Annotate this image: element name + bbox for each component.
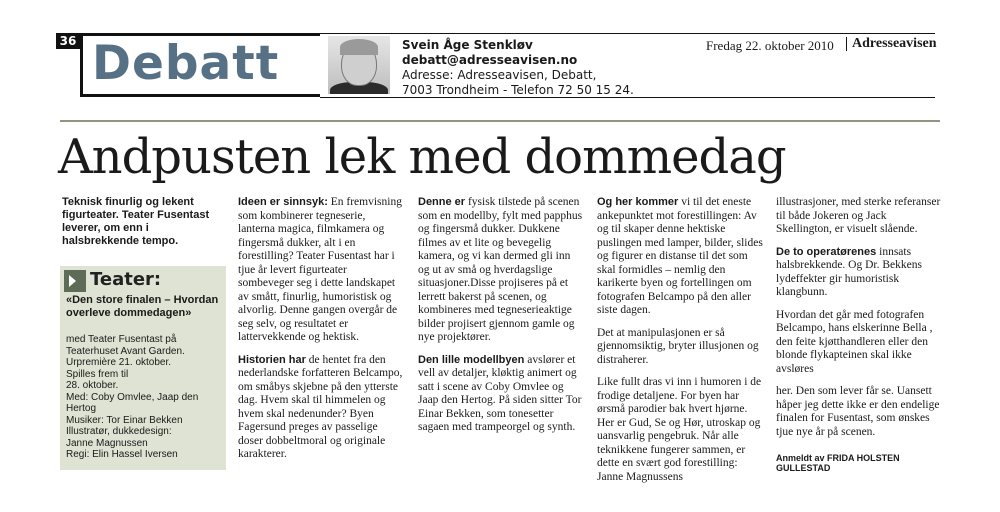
paragraph: Det at manipulasjonen er så gjennomsiktig, bryter illusjonen og distraherer. xyxy=(597,326,759,366)
paragraph xyxy=(597,196,763,318)
article-rule xyxy=(60,120,940,122)
lead-text: Teknisk finurlig og lekent figurteater. Teater Fusentast leverer, om enn i halsbrekkende tempo. xyxy=(62,196,210,247)
paragraph-text: En fremvisning som kombinerer tegneserie, lanterna magica, filmkamera og fingersmå dukker, alt i en forestilling? Teater Fusentast har i tjue år levert figurteater sombeveger seg i dette landskapet av smått, finurlig, humoristisk og alvorlig. Denne gangen overgår de seg selv, og resultatet er lattervekkende og hektisk. xyxy=(238,196,402,343)
paragraph-lead: Den lille modellbyen xyxy=(418,353,525,366)
paragraph xyxy=(776,246,942,300)
fact-box-info xyxy=(66,334,222,461)
paragraph: Like fullt dras vi inn i humoren i de frodige detaljene. For byen har ørsmå parodier bak hvert hjørne. Her er Gud, Se og Hør, utroskap og uansvarlig pengebruk. Når alle teknikkene fungerer sammen, er dette en svært god forestilling: Janne Magnussens xyxy=(597,376,762,483)
paragraph-lead: Og her kommer xyxy=(597,196,679,208)
fact-box-title: Teater: xyxy=(90,269,162,290)
header-divider xyxy=(846,37,847,51)
author-block xyxy=(402,38,634,98)
section-title: Debatt xyxy=(92,36,280,91)
author-portrait xyxy=(328,36,390,94)
column-1 xyxy=(238,196,404,471)
paragraph-text: fysisk tilstede på scenen som en modellby, fylt med papphus og fingersmå dukker. Dukkene filmes av et lite og bevegelig kamera, og vi kan dermed gli inn og ut av små og hverdagslige situasjoner.Disse projiseres på et lerrett bakerst på scenen, og kombineres med tegneserieaktige bilder projisert gjennom gamle og nye projektører. xyxy=(418,196,583,343)
paragraph-text: innsats halsbrekkende. Og Dr. Bekkens lydeffekter gir humoristisk klangbunn. xyxy=(776,245,922,298)
paragraph-lead: Historien har xyxy=(238,353,306,366)
paragraph-text: de hentet fra den nederlandske forfatteren Belcampo, om småbys skjebne på den ytterste dag. Hvem skal til himmelen og hvem skal nedenunder? Byen Fagersund preges av passelige doser dobbeltmoral og originale karakterer. xyxy=(238,353,403,460)
fact-line: med Teater Fusentast på Teaterhuset Avant Garden. xyxy=(66,334,185,357)
issue-date: Fredag 22. oktober 2010 xyxy=(706,38,834,53)
fact-line: Janne Magnussen xyxy=(66,437,148,449)
paragraph-lead: Denne er xyxy=(418,196,466,208)
paragraph xyxy=(238,196,404,345)
fact-line: Med: Coby Omvlee, Jaap den Hertog xyxy=(66,391,199,414)
paragraph-lead: De to operatørenes xyxy=(776,245,877,258)
address-line-1: Adresse: Adresseavisen, Debatt, xyxy=(402,68,597,82)
header-top-line xyxy=(320,33,935,34)
column-2 xyxy=(418,196,584,444)
newspaper-name: Adresseavisen xyxy=(852,36,937,51)
paragraph: her. Den som lever får se. Uansett håper jeg dette ikke er den endelige finalen for Fusentast, som ønskes tjue nye år på scenen. xyxy=(776,385,940,438)
paragraph xyxy=(238,354,404,462)
play-triangle-icon xyxy=(64,270,86,292)
paragraph: Hvordan det går med fotografen Belcampo, hans elskerinne Bella , den feite kjøtthandleren eller den blonde flykapteinen skal ikke avsløres xyxy=(776,308,933,375)
paragraph xyxy=(418,354,584,435)
fact-line: Musiker: Tor Einar Bekken xyxy=(66,414,183,426)
fact-line: Spilles frem til xyxy=(66,368,129,380)
author-email[interactable]: debatt@adresseavisen.no xyxy=(402,53,578,67)
fact-line: Regi: Elin Hassel Iversen xyxy=(66,449,178,460)
fact-line: Urpremière 21. oktober. xyxy=(66,357,172,368)
author-name: Svein Åge Stenkløv xyxy=(402,38,533,52)
paragraph-lead: Ideen er sinnsyk: xyxy=(238,196,328,208)
paragraph: illustrasjoner, med sterke referanser til både Jokeren og Jack Skellington, er visuelt slående. xyxy=(776,196,941,235)
paragraph-text: vi til det eneste ankepunktet mot forestillingen: Av og til skaper denne hektiske puslingen med lamper, bilder, slides og figurer en distanse til det som skal formidles – nemlig den karikerte byen og fortellingen om fotografen Belcampo på den aller siste dagen. xyxy=(597,196,763,316)
column-4 xyxy=(776,196,942,473)
column-3 xyxy=(597,196,763,493)
paragraph xyxy=(418,196,584,345)
headline: Andpusten lek med dommedag xyxy=(58,129,786,185)
fact-line: Illustratør, dukkedesign: xyxy=(66,426,172,437)
byline: Anmeldt av FRIDA HOLSTEN GULLESTAD xyxy=(776,453,900,473)
fact-line: 28. oktober. xyxy=(66,380,119,391)
address-line-2: 7003 Trondheim - Telefon 72 50 15 24. xyxy=(402,83,634,97)
fact-box xyxy=(60,266,226,470)
play-title: «Den store finalen – Hvordan overleve dommedagen» xyxy=(66,294,219,319)
paragraph-text: avslører et vell av detaljer, kløktig animert og satt i scene av Coby Omvlee og Jaap den Hertog. På siden sitter Tor Einar Bekken, som tonesetter sagaen med trampeorgel og synth. xyxy=(418,353,582,433)
page-number: 36 xyxy=(56,33,80,49)
